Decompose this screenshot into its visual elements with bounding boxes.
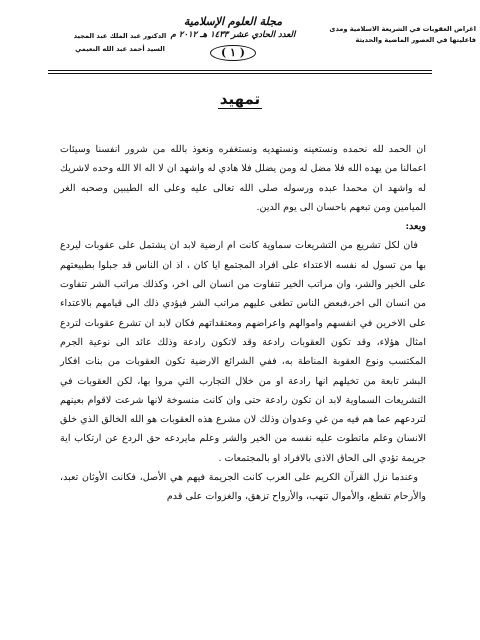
page-header — [0, 14, 480, 66]
issue-info: العدد الحادي عشر ١٤٣٣ هـ ٢٠١٢ م — [170, 30, 296, 40]
header-divider-thin — [48, 73, 432, 74]
article-title-header — [296, 24, 476, 46]
section-title — [0, 90, 480, 108]
paragraph-quran: وعندما نزل القرآن الكريم على العرب كانت الجريمة فيهم هي الأصل، فكانت الأوثان تعبد، والأرحام تقطع، والأموال تنهب، والأرواح تزهق، والغزوات على قدم — [60, 472, 426, 503]
article-title-line2: فاعليتها في العصور الماضية والحديثة — [355, 36, 476, 44]
paragraph-main: فان لكل تشريع من التشريعات سماوية كانت ام ارضية لابد ان يشتمل على عقوبات ليردع بها من تسول له نفسه الاعتداء على افراد المجتمع ايا كان ، اذ ان الناس قد جبلوا بطبيعتهم على الخير والشر، وان مراتب الخير تتفاوت من انسان الى اخر، وكذلك مراتب الشر تتفاوت من انسان الى اخر،فبعض الناس تطغى عليهم مراتب الشر فيؤدي ذلك الى قيامهم بالاعتداء على الاخرين في انفسهم واموالهم واعراضهم ومعتقداتهم فكان لابد ان تشرع عقوبات لتردع امثال هؤلاء، وقد تكون العقوبات رادعة وقد لاتكون رادعة وذلك عائد الى نوعية الجرم المكتسب ونوع العقوبة المناطة به، ففي الشرائع الارضية تكون العقوبات من بنات افكار البشر تابعة من تخيلهم انها رادعة او من خلال التجارب التي مروا بها، لكن العقوبات في التشريعات السماوية لابد ان تكون رادعة حتى وان كانت منسوخة لانها شرعت لاقوام بعينهم لتردعهم عما هم فيه من غي وعدوان وذلك لان مشرع هذه العقوبات هو الله الخالق الذي خلق الانسان وعلم ماتطوت عليه نفسه من الخير والشر وعلم مايردعه حق الردع عن ارتكاب اية جريمة تؤدي الى الحاق الاذى بالافراد او بالمجتمعات . — [60, 240, 426, 464]
page-number: ( ١ ) — [210, 45, 256, 61]
body-text — [60, 140, 426, 507]
article-title-line1: اغراض العقوبات في الشريعة الاسلامية ومدى — [329, 25, 476, 33]
journal-header — [168, 14, 298, 61]
paragraph-intro: ان الحمد لله نحمده ونستعينه ونستهديه ونستغفره ونعوذ بالله من شرور انفسنا وسيئات اعمالنا من يهده الله فلا مضل له ومن يضلل فلا هادي له واشهد ان لا اله الا الله وحده لاشريك له واشهد ان محمدا عبده ورسوله صلى الله تعالى عليه وعلى اله الطيبين وصحبه الغر الميامين ومن تبعهم باحسان الى يوم الدين. — [60, 144, 426, 213]
paragraph-wabaad: وبعد: — [405, 221, 426, 233]
author-1: الدكتور عبد الملك عبد المجيد — [73, 32, 167, 40]
section-title-text: تمهيد — [219, 90, 261, 108]
authors-header — [60, 30, 180, 56]
author-2: السيد أحمد عبد الله النعيمي — [75, 45, 165, 53]
journal-name: مجلة العلوم الإسلامية — [183, 15, 283, 28]
header-divider — [48, 70, 432, 71]
